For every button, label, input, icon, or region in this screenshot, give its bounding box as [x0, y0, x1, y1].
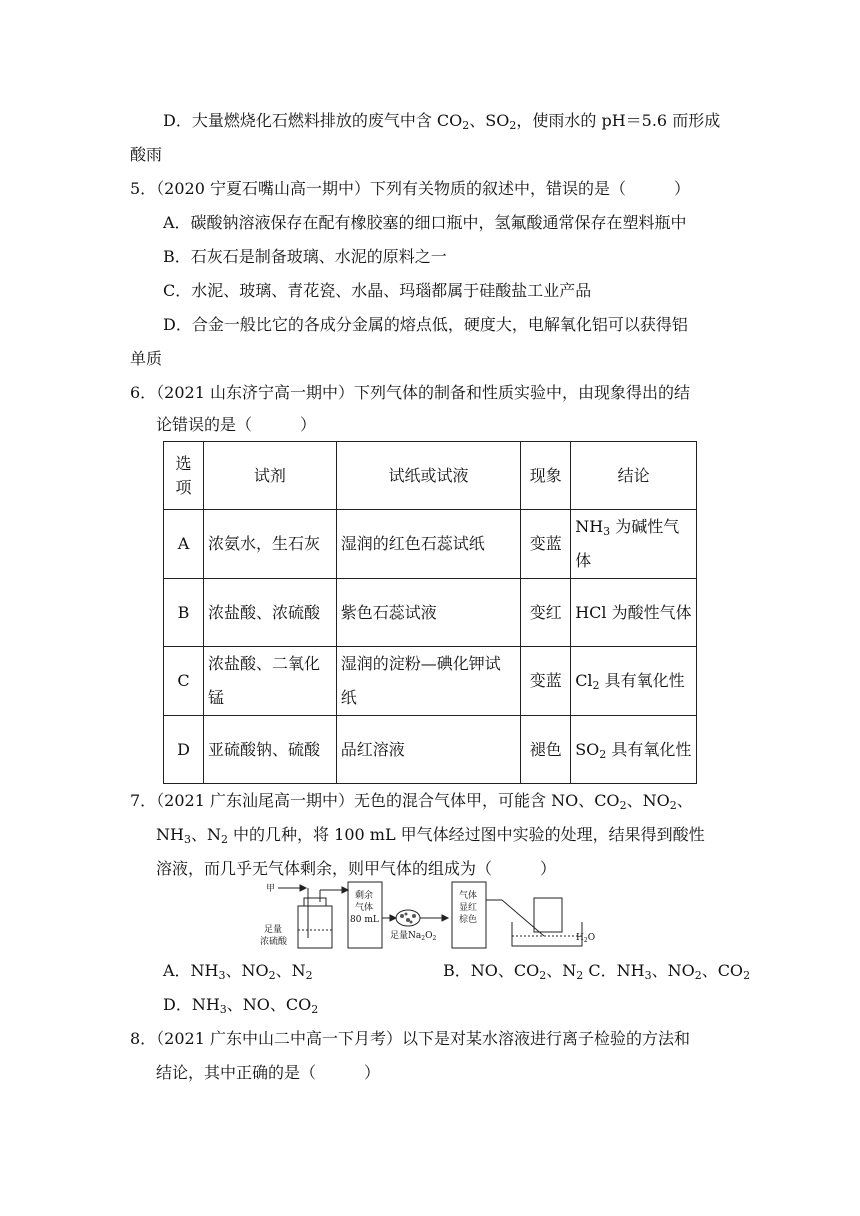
cell-conclusion: $NH_3$ 为碱性气体 [571, 510, 697, 579]
cell-phenomenon: 变蓝 [521, 647, 571, 716]
table-header-row [164, 442, 697, 510]
q7-stem-line3: 溶液，而几乎无气体剩余，则甲气体的组成为（ ） [156, 859, 557, 878]
cell-conclusion: HCl 为酸性气体 [571, 579, 697, 647]
cell-reagent: 亚硫酸钠、硫酸 [203, 716, 336, 784]
cell-phenomenon: 褪色 [521, 716, 571, 784]
cell-paper: 品红溶液 [336, 716, 521, 784]
q6-stem-line2: 论错误的是（ ） [156, 415, 317, 434]
q4-option-d-line1: D．大量燃烧化石燃料排放的废气中含 $CO_2$、$SO_2$，使雨水的 pH＝5.6 而形成 [163, 111, 721, 132]
q5-option-a: A．碳酸钠溶液保存在配有橡胶塞的细口瓶中，氢氟酸通常保存在塑料瓶中 [163, 213, 687, 232]
cell-option: D [164, 716, 204, 784]
header-paper: 试纸或试液 [336, 442, 521, 510]
cell-conclusion: $Cl_2$ 具有氧化性 [571, 647, 697, 716]
table-row [164, 579, 697, 647]
table-row [164, 647, 697, 716]
header-reagent: 试剂 [203, 442, 336, 510]
q4-option-d-line2: 酸雨 [130, 145, 163, 164]
q8-stem-line1: 8．（2021 广东中山二中高一下月考）以下是对某水溶液进行离子检验的方法和 [130, 1029, 690, 1048]
q5-option-b: B．石灰石是制备玻璃、水泥的原料之一 [163, 247, 447, 266]
q7-option-a: A．$NH_3$、$NO_2$、$N_2$ [163, 961, 313, 982]
cell-reagent: 浓盐酸、浓硫酸 [203, 579, 336, 647]
cell-paper: 湿润的淀粉—碘化钾试纸 [336, 647, 521, 716]
header-option: 选项 [164, 442, 204, 510]
table-row [164, 716, 697, 784]
q8-stem-line2: 结论，其中正确的是（ ） [156, 1063, 381, 1082]
q5-option-c: C．水泥、玻璃、青花瓷、水晶、玛瑙都属于硅酸盐工业产品 [163, 281, 592, 300]
cell-option: B [164, 579, 204, 647]
q7-stem-line1: 7．（2021 广东汕尾高一期中）无色的混合气体甲，可能含 NO、$CO_2$、$NO_2$、 [130, 791, 693, 812]
q7-stem-line2: $NH_3$、$N_2$ 中的几种，将 100 mL 甲气体经过图中实验的处理，结果得到酸性 [156, 825, 705, 846]
diagram-water-label: $H_2O$ [576, 933, 596, 944]
cell-reagent: 浓氨水，生石灰 [203, 510, 336, 579]
cell-option: C [164, 647, 204, 716]
q6-stem-line1: 6．（2021 山东济宁高一期中）下列气体的制备和性质实验中，由现象得出的结 [130, 383, 690, 402]
q6-table [163, 441, 697, 784]
diagram-tube-label: 足量$Na_2O_2$ [390, 931, 437, 942]
q5-option-d-line2: 单质 [130, 349, 163, 368]
diagram-label-sulfuric: 浓硫酸 [260, 937, 288, 947]
cell-reagent: 浓盐酸、二氧化锰 [203, 647, 336, 716]
cell-conclusion: $SO_2$ 具有氧化性 [571, 716, 697, 784]
table-row [164, 510, 697, 579]
q7-option-b-c: B．NO、$CO_2$、$N_2$ C．$NH_3$、$NO_2$、$CO_2$ [443, 961, 751, 982]
diagram-box1-l3: 80 mL [350, 915, 379, 925]
experiment-diagram [258, 880, 598, 952]
cell-phenomenon: 变红 [521, 579, 571, 647]
q5-option-d-line1: D．合金一般比它的各成分金属的熔点低，硬度大，电解氧化铝可以获得铝 [163, 315, 688, 334]
diagram-box2-l2: 显红 [459, 903, 478, 913]
q5-stem: 5．（2020 宁夏石嘴山高一期中）下列有关物质的叙述中，错误的是（ ） [130, 179, 690, 198]
diagram-box1-l2: 气体 [355, 903, 374, 913]
diagram-box1-l1: 剩余 [355, 891, 374, 901]
header-conclusion: 结论 [571, 442, 697, 510]
cell-option: A [164, 510, 204, 579]
cell-phenomenon: 变蓝 [521, 510, 571, 579]
diagram-label-sufficient: 足量 [264, 925, 283, 935]
diagram-label-jia: 甲 [266, 884, 276, 894]
diagram-box2-l3: 棕色 [459, 915, 478, 925]
diagram-box2-l1: 气体 [459, 891, 478, 901]
cell-paper: 湿润的红色石蕊试纸 [336, 510, 521, 579]
q7-option-d: D．$NH_3$、NO、$CO_2$ [163, 995, 319, 1016]
cell-paper: 紫色石蕊试液 [336, 579, 521, 647]
header-phenomenon: 现象 [521, 442, 571, 510]
